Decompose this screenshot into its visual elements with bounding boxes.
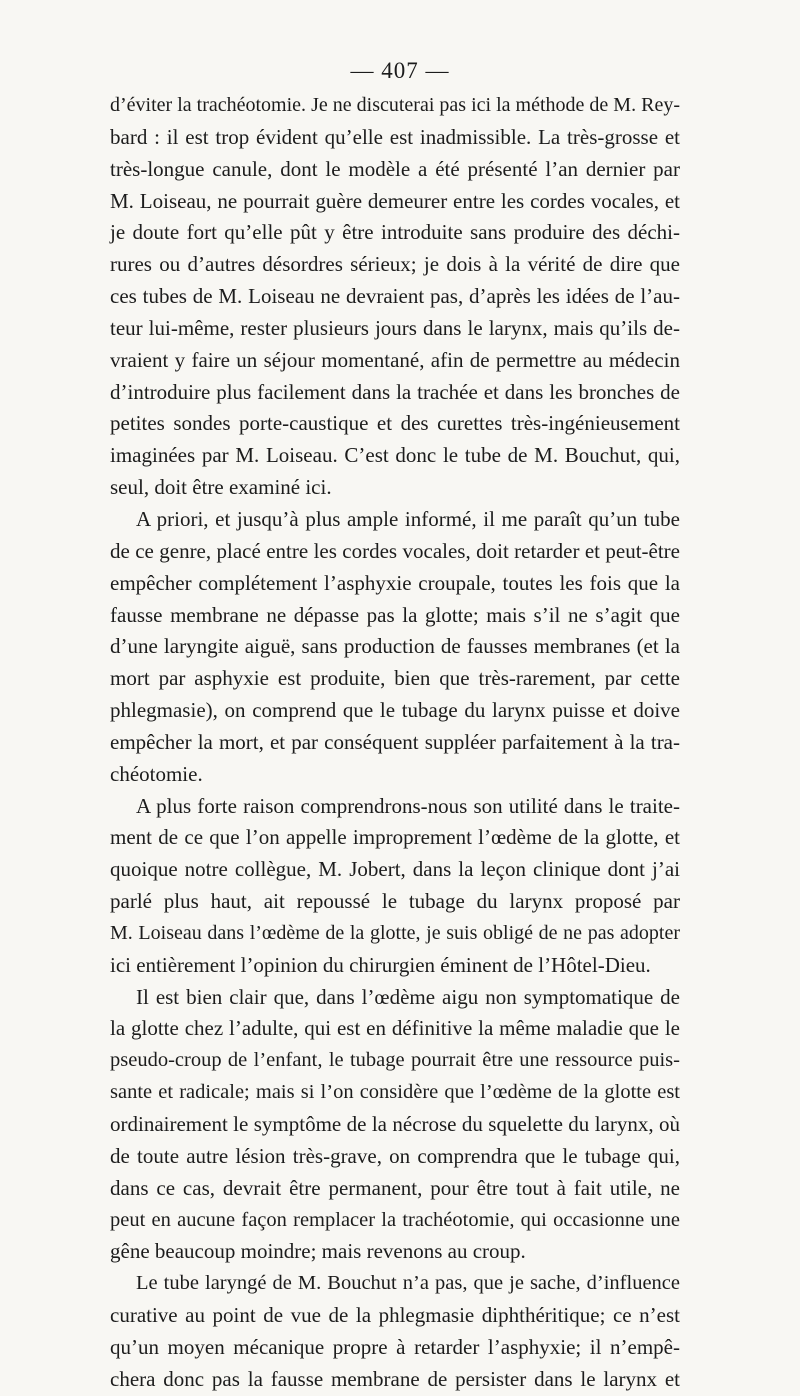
text-line: mort par asphyxie est produite, bien que très-rarement, par cette xyxy=(110,666,680,691)
text-line: quoique notre collègue, M. Jobert, dans la leçon clinique dont j’ai xyxy=(110,857,680,882)
text-line: parlé plus haut, ait repoussé le tubage du larynx proposé par xyxy=(110,889,680,914)
text-line: vraient y faire un séjour momentané, afin de permettre au médecin xyxy=(110,347,680,372)
text-line: qu’un moyen mécanique propre à retarder l’asphyxie; il n’empê- xyxy=(110,1334,680,1359)
text-line: M. Loiseau dans l’œdème de la glotte, je suis obligé de ne pas adopter xyxy=(110,921,680,944)
text-line: ici entièrement l’opinion du chirurgien éminent de l’Hôtel-Dieu. xyxy=(110,952,651,977)
text-line: chéotomie. xyxy=(110,761,203,786)
text-line: de ce genre, placé entre les cordes vocales, doit retarder et peut-être xyxy=(110,538,680,563)
text-line: d’éviter la trachéotomie. Je ne discuterai pas ici la méthode de M. Rey- xyxy=(110,94,680,116)
text-line: d’une laryngite aiguë, sans production de fausses membranes (et la xyxy=(110,634,680,659)
body-text xyxy=(110,90,680,1396)
text-line: ment de ce que l’on appelle improprement l’œdème de la glotte, et xyxy=(110,825,680,850)
text-line: la glotte chez l’adulte, qui est en définitive la même maladie que le xyxy=(110,1016,680,1041)
text-line: ordinairement le symptôme de la nécrose du squelette du larynx, où xyxy=(110,1112,680,1136)
text-line: teur lui-même, rester plusieurs jours dans le larynx, mais qu’ils de- xyxy=(110,315,680,340)
text-line: M. Loiseau, ne pourrait guère demeurer entre les cordes vocales, et xyxy=(110,188,680,213)
text-line: ces tubes de M. Loiseau ne devraient pas, d’après les idées de l’au- xyxy=(110,284,680,309)
text-line: curative au point de vue de la phlegmasie diphthéritique; ce n’est xyxy=(110,1303,680,1328)
text-line: phlegmasie), on comprend que le tubage du larynx puisse et doive xyxy=(110,698,680,723)
text-line: de toute autre lésion très-grave, on comprendra que le tubage qui, xyxy=(110,1143,680,1168)
text-line: imaginées par M. Loiseau. C’est donc le tube de M. Bouchut, qui, xyxy=(110,443,680,468)
text-line: Il est bien clair que, dans l’œdème aigu non symptomatique de xyxy=(136,984,680,1009)
text-line: A plus forte raison comprendrons-nous son utilité dans le traite- xyxy=(136,793,680,818)
text-line: dans ce cas, devrait être permanent, pour être tout à fait utile, ne xyxy=(110,1175,680,1200)
text-line: je doute fort qu’elle pût y être introduite sans produire des déchi- xyxy=(110,220,680,245)
text-line: rures ou d’autres désordres sérieux; je dois à la vérité de dire que xyxy=(110,252,680,277)
text-line: peut en aucune façon remplacer la trachéotomie, qui occasionne une xyxy=(110,1208,680,1231)
text-line: empêcher complétement l’asphyxie croupale, toutes les fois que la xyxy=(110,570,680,595)
text-line: chera donc pas la fausse membrane de persister dans le larynx et xyxy=(110,1366,680,1391)
text-line: d’introduire plus facilement dans la trachée et dans les bronches de xyxy=(110,379,680,404)
text-line: Le tube laryngé de M. Bouchut n’a pas, que je sache, d’influence xyxy=(136,1272,680,1295)
text-line: seul, doit être examiné ici. xyxy=(110,475,332,500)
text-line: petites sondes porte-caustique et des curettes très-ingénieusement xyxy=(110,411,680,436)
text-line: fausse membrane ne dépasse pas la glotte; mais s’il ne s’agit que xyxy=(110,602,680,627)
text-line: pseudo-croup de l’enfant, le tubage pourrait être une ressource puis- xyxy=(110,1049,680,1072)
text-line: bard : il est trop évident qu’elle est inadmissible. La très-grosse et xyxy=(110,124,680,149)
text-line: sante et radicale; mais si l’on considère que l’œdème de la glotte est xyxy=(110,1081,680,1104)
text-line: gêne beaucoup moindre; mais revenons au croup. xyxy=(110,1239,526,1264)
text-line: empêcher la mort, et par conséquent suppléer parfaitement à la tra- xyxy=(110,729,680,754)
page-number: — 407 — xyxy=(350,58,450,83)
text-line: très-longue canule, dont le modèle a été présenté l’an dernier par xyxy=(110,156,680,181)
text-line: A priori, et jusqu’à plus ample informé, il me paraît qu’un tube xyxy=(136,506,680,531)
